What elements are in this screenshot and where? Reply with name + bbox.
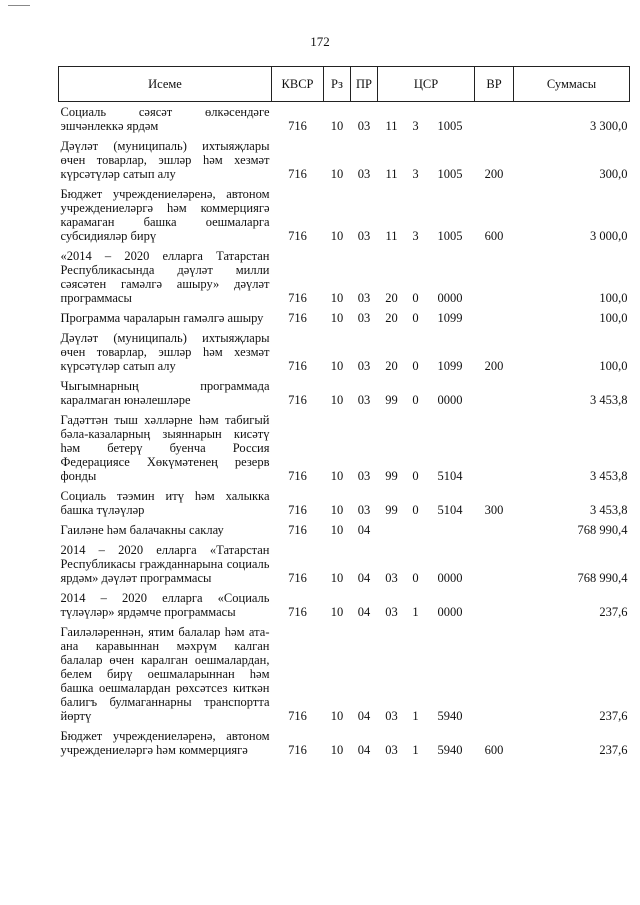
row-pr: 03 [357, 393, 371, 407]
row-sum: 3 300,0 [590, 119, 628, 133]
row-sum: 100,0 [599, 291, 628, 305]
page-number: 172 [310, 34, 330, 49]
row-vr [475, 540, 514, 588]
row-pr: 04 [357, 605, 371, 619]
row-vr: 200 [484, 167, 504, 181]
row-csr-direction [426, 520, 475, 540]
table-row [59, 410, 630, 486]
header-csr: ЦСР [378, 67, 475, 102]
row-rz: 10 [330, 359, 344, 373]
row-csr-program: 99 [385, 393, 398, 407]
row-name: Бюджет учреждениеләренә, автоном учреждениеләргә һәм коммерциягә [60, 729, 270, 757]
row-kvsr: 716 [288, 119, 307, 133]
row-csr-subprogram: 0 [412, 503, 419, 517]
row-name: 2014 – 2020 елларга «Татарстан Республикасы гражданнарына социаль ярдәм» дәүләт программасы [60, 543, 270, 585]
row-sum: 237,6 [599, 605, 628, 619]
row-sum: 237,6 [599, 743, 628, 757]
row-pr: 03 [357, 311, 371, 325]
table-header-row [59, 67, 630, 102]
row-csr-program: 03 [385, 605, 398, 619]
row-sum: 100,0 [599, 359, 628, 373]
row-pr: 04 [357, 523, 371, 537]
row-rz: 10 [330, 605, 344, 619]
row-vr [475, 246, 514, 308]
row-vr [475, 308, 514, 328]
row-csr-program: 20 [385, 291, 398, 305]
row-csr-subprogram: 0 [412, 291, 419, 305]
row-csr-direction: 1099 [437, 359, 463, 373]
row-csr-subprogram: 0 [412, 469, 419, 483]
row-rz: 10 [330, 503, 344, 517]
row-csr-direction: 5940 [437, 709, 463, 723]
row-csr-subprogram: 1 [412, 605, 419, 619]
header-pr: ПР [351, 67, 378, 102]
row-vr [475, 102, 514, 137]
row-kvsr: 716 [288, 503, 307, 517]
row-kvsr: 716 [288, 393, 307, 407]
row-pr: 03 [357, 167, 371, 181]
row-name: Гадәттән тыш хәлләрне һәм табигый бәла-казаларның зыяннарын кисәтү һәм бетерү буенча Россия Федерациясе Хөкүмәтенең резерв фонды [60, 413, 270, 483]
header-sum: Суммасы [514, 67, 630, 102]
row-sum: 100,0 [599, 311, 628, 325]
row-rz: 10 [330, 709, 344, 723]
row-name: Дәүләт (муниципаль) ихтыяҗлары өчен товарлар, эшләр һәм хезмәт күрсәтүләр сатып алу [60, 331, 270, 373]
row-rz: 10 [330, 743, 344, 757]
row-sum: 300,0 [599, 167, 628, 181]
row-rz: 10 [330, 291, 344, 305]
row-csr-direction: 1099 [437, 311, 463, 325]
row-csr-direction: 0000 [437, 571, 463, 585]
row-csr-subprogram: 3 [412, 119, 419, 133]
row-csr-program: 11 [385, 167, 398, 181]
row-vr: 200 [484, 359, 504, 373]
table-row [59, 588, 630, 622]
row-kvsr: 716 [288, 605, 307, 619]
row-csr-direction: 1005 [437, 119, 463, 133]
table-row [59, 726, 630, 760]
row-name: Гаиләләреннән, ятим балалар һәм ата-ана каравыннан мәхрүм калган балалар өчен каралган оешмалардан, белем бирү оешмаларыннан һәм башка оешмалардан рөхсәтсез киткән балигъ булмаганнарны транспортта йөртү [60, 625, 270, 723]
row-pr: 03 [357, 291, 371, 305]
row-pr: 04 [357, 743, 371, 757]
row-name: «2014 – 2020 елларга Татарстан Республикасында дәүләт милли сәясәтен гамәлгә ашыру» дәүләт программасы [60, 249, 270, 305]
row-name: Программа чараларын гамәлгә ашыру [60, 311, 264, 325]
row-kvsr: 716 [288, 571, 307, 585]
row-vr: 300 [484, 503, 504, 517]
table-row [59, 246, 630, 308]
table-row [59, 376, 630, 410]
row-name: Гаиләне һәм балачакны саклау [60, 523, 224, 537]
row-csr-direction: 5940 [437, 743, 463, 757]
row-name: Чыгымнарның программада каралмаган юнәлешләре [60, 379, 270, 407]
table-row [59, 328, 630, 376]
row-csr-direction: 1005 [437, 229, 463, 243]
row-rz: 10 [330, 393, 344, 407]
row-kvsr: 716 [288, 311, 307, 325]
row-name: Бюджет учреждениеләренә, автоном учреждениеләргә һәм коммерциягә карамаган башка оешмаларга субсидияләр бирү [60, 187, 270, 243]
row-sum: 3 000,0 [590, 229, 628, 243]
row-vr [475, 520, 514, 540]
row-vr: 600 [484, 743, 504, 757]
row-pr: 03 [357, 229, 371, 243]
row-csr-direction: 0000 [437, 291, 463, 305]
row-kvsr: 716 [288, 291, 307, 305]
row-vr: 600 [484, 229, 504, 243]
row-csr-program: 03 [385, 709, 398, 723]
row-sum: 768 990,4 [577, 571, 628, 585]
table-row [59, 136, 630, 184]
table-row [59, 540, 630, 588]
row-csr-subprogram: 0 [412, 393, 419, 407]
row-sum: 3 453,8 [590, 469, 628, 483]
row-sum: 3 453,8 [590, 393, 628, 407]
row-csr-program: 20 [385, 359, 398, 373]
row-csr-program: 11 [385, 229, 398, 243]
row-vr [475, 588, 514, 622]
row-pr: 03 [357, 359, 371, 373]
row-csr-direction: 5104 [437, 503, 463, 517]
table-row [59, 486, 630, 520]
corner-mark [8, 5, 30, 6]
row-vr [475, 410, 514, 486]
row-name: Социаль сәясәт өлкәсендәге эшчәнлеккә ярдәм [60, 105, 270, 133]
row-csr-program: 20 [385, 311, 398, 325]
row-csr-program: 03 [385, 743, 398, 757]
header-name: Исеме [59, 67, 272, 102]
row-rz: 10 [330, 311, 344, 325]
header-kvsr: КВСР [272, 67, 324, 102]
row-csr-subprogram: 0 [412, 311, 419, 325]
row-kvsr: 716 [288, 229, 307, 243]
row-csr-direction: 1005 [437, 167, 463, 181]
row-csr-direction: 0000 [437, 605, 463, 619]
row-kvsr: 716 [288, 469, 307, 483]
row-kvsr: 716 [288, 743, 307, 757]
row-csr-direction: 5104 [437, 469, 463, 483]
row-kvsr: 716 [288, 359, 307, 373]
row-csr-subprogram: 0 [412, 571, 419, 585]
row-rz: 10 [330, 523, 344, 537]
row-kvsr: 716 [288, 167, 307, 181]
row-kvsr: 716 [288, 709, 307, 723]
row-sum: 237,6 [599, 709, 628, 723]
row-csr-program: 11 [385, 119, 398, 133]
row-sum: 768 990,4 [577, 523, 628, 537]
row-csr-direction: 0000 [437, 393, 463, 407]
row-vr [475, 376, 514, 410]
budget-table [58, 66, 630, 760]
row-pr: 03 [357, 119, 371, 133]
row-csr-program: 03 [385, 571, 398, 585]
row-name: Дәүләт (муниципаль) ихтыяҗлары өчен товарлар, эшләр һәм хезмәт күрсәтүләр сатып алу [60, 139, 270, 181]
table-row [59, 102, 630, 137]
row-rz: 10 [330, 229, 344, 243]
row-csr-subprogram: 0 [412, 359, 419, 373]
table-row [59, 622, 630, 726]
row-sum: 3 453,8 [590, 503, 628, 517]
row-pr: 04 [357, 571, 371, 585]
row-pr: 04 [357, 709, 371, 723]
header-rz: Рз [324, 67, 351, 102]
row-csr-subprogram [406, 520, 426, 540]
table-row [59, 184, 630, 246]
row-csr-subprogram: 3 [412, 167, 419, 181]
row-csr-subprogram: 3 [412, 229, 419, 243]
row-csr-subprogram: 1 [412, 743, 419, 757]
row-rz: 10 [330, 167, 344, 181]
row-rz: 10 [330, 469, 344, 483]
row-csr-subprogram: 1 [412, 709, 419, 723]
row-name: Социаль тәэмин итү һәм халыкка башка түләүләр [60, 489, 270, 517]
row-csr-program: 99 [385, 469, 398, 483]
row-name: 2014 – 2020 елларга «Социаль түләүләр» ярдәмче программасы [60, 591, 270, 619]
header-vr: ВР [475, 67, 514, 102]
row-csr-program [378, 520, 406, 540]
row-csr-program: 99 [385, 503, 398, 517]
row-kvsr: 716 [288, 523, 307, 537]
table-row [59, 520, 630, 540]
row-pr: 03 [357, 469, 371, 483]
row-rz: 10 [330, 119, 344, 133]
row-pr: 03 [357, 503, 371, 517]
table-row [59, 308, 630, 328]
row-rz: 10 [330, 571, 344, 585]
row-vr [475, 622, 514, 726]
